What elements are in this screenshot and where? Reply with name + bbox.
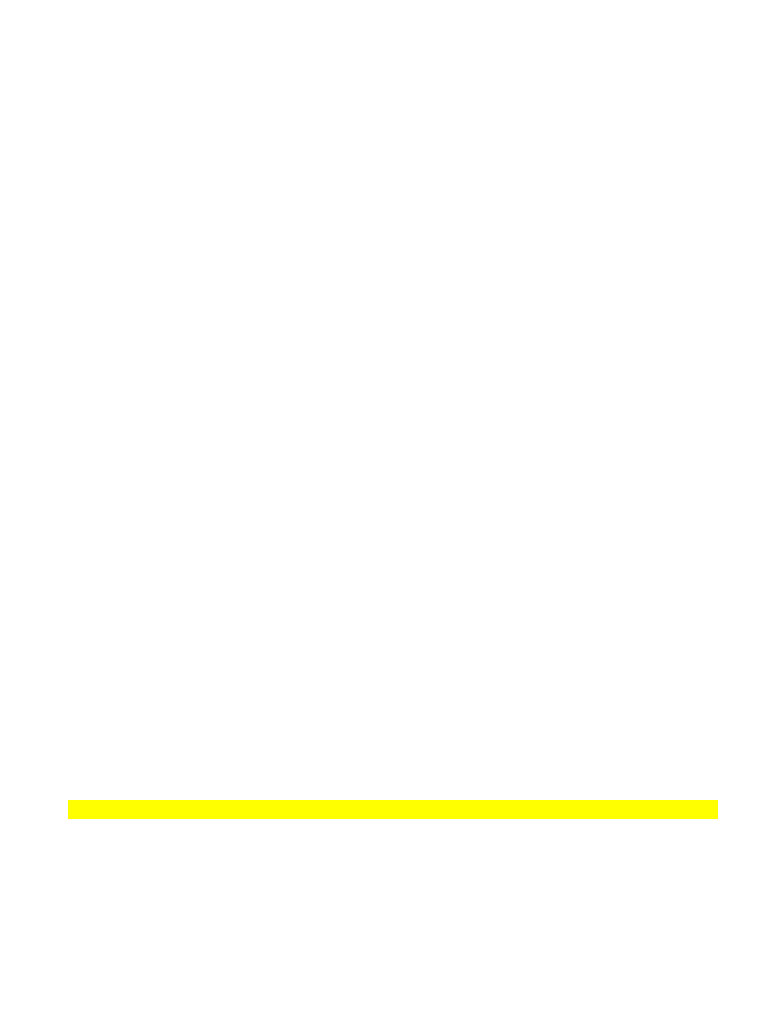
spreadsheet-image [68, 604, 718, 916]
assignment-question-image [0, 0, 768, 470]
unadjusted-highlight-bar [68, 800, 718, 819]
